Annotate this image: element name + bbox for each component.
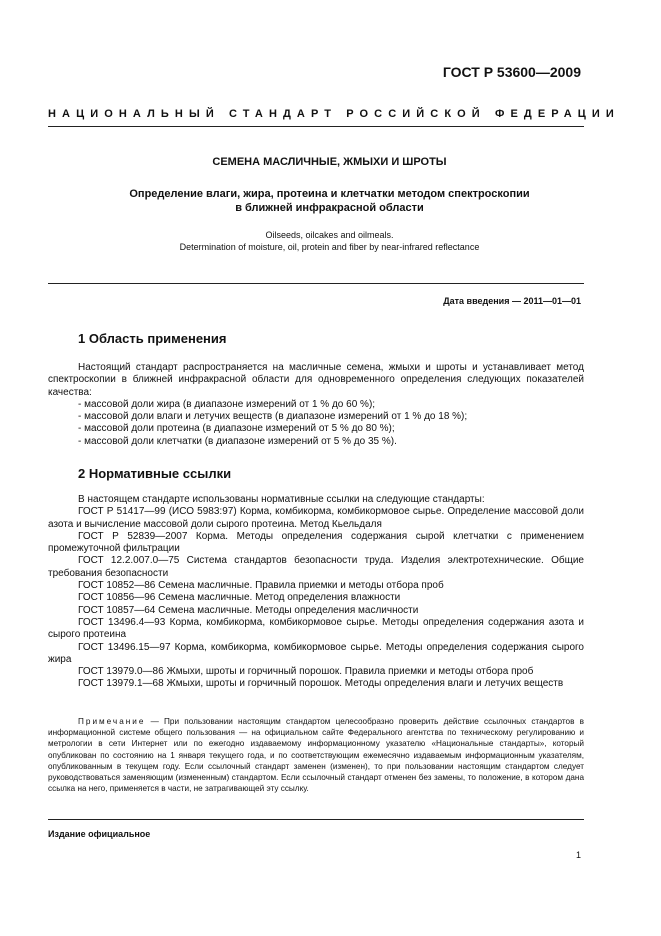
reference-item: ГОСТ 13979.0—86 Жмыхи, шроты и горчичный порошок. Правила приемки и методы отбора проб: [78, 666, 534, 678]
english-title-line: Determination of moisture, oil, protein and fiber by near-infrared reflectance: [179, 242, 480, 252]
section-2-body: [48, 494, 584, 691]
edition-label: Издание официальное: [48, 829, 151, 839]
list-item: - массовой доли влаги и летучих веществ (в диапазоне измерений от 1 % до 18 %);: [78, 411, 468, 423]
introduction-date: Дата введения — 2011—01—01: [443, 296, 581, 306]
document-subtitle: [48, 187, 611, 215]
section-1-heading: 1 Область применения: [78, 331, 227, 346]
note-text: — При пользовании настоящим стандартом целесообразно проверить действие ссылочных стандартов в информационной системе общего пользования — на официальном сайте Федерального агентства по техническому регулированию и метрологии в сети Интернет или по ежегодно издаваемому информационному указателю «Национальные стандарты», который опубликован по состоянию на 1 января текущего года, и по соответствующим ежемесячно издаваемым информационным указателям, опубликованным в текущем году. Если ссылочный стандарт заменен (изменен), то при пользовании настоящим стандартом следует руководствоваться заменяющим (измененным) стандартом. Если ссылочный стандарт отменен без замены, то положение, в котором дана ссылка на него, применяется в части, не затрагивающей эту ссылку.: [48, 717, 584, 794]
reference-item: ГОСТ Р 51417—99 (ИСО 5983:97) Корма, комбикорма, комбикормовое сырье. Определение массовой доли азота и вычисление массовой доли сырого протеина. Метод Кьельдаля: [48, 506, 584, 530]
section-1-body: [48, 362, 584, 448]
list-item: - массовой доли протеина (в диапазоне измерений от 5 % до 80 %);: [78, 423, 395, 435]
title-divider: [48, 283, 584, 284]
top-divider: [48, 126, 584, 127]
footer-divider: [48, 819, 584, 820]
document-title: СЕМЕНА МАСЛИЧНЫЕ, ЖМЫХИ И ШРОТЫ: [212, 156, 447, 168]
list-item: - массовой доли жира (в диапазоне измерений от 1 % до 60 %);: [78, 398, 376, 410]
national-standard-banner: НАЦИОНАЛЬНЫЙ СТАНДАРТ РОССИЙСКОЙ ФЕДЕРАЦИИ: [48, 108, 620, 120]
reference-item: ГОСТ 10852—86 Семена масличные. Правила приемки и методы отбора проб: [78, 580, 444, 592]
english-title: [48, 229, 611, 253]
section-1-paragraph: Настоящий стандарт распространяется на масличные семена, жмыхи и шроты и устанавливает метод спектроскопии в ближней инфракрасной области для одновременного определения следующих показателей качества:: [48, 362, 584, 398]
reference-item: ГОСТ 13979.1—68 Жмыхи, шроты и горчичный порошок. Методы определения влаги и летучих веществ: [78, 678, 564, 690]
reference-item: ГОСТ 10856—96 Семена масличные. Метод определения влажности: [78, 592, 401, 604]
list-item: - массовой доли клетчатки (в диапазоне измерений от 5 % до 35 %).: [78, 435, 397, 447]
note-block: [48, 716, 584, 794]
reference-item: ГОСТ 12.2.007.0—75 Система стандартов безопасности труда. Изделия электротехнические. Общие требования безопасности: [48, 555, 584, 579]
english-title-line: Oilseeds, oilcakes and oilmeals.: [265, 230, 394, 240]
subtitle-line: Определение влаги, жира, протеина и клетчатки методом спектроскопии: [129, 188, 530, 200]
section-2-intro: В настоящем стандарте использованы нормативные ссылки на следующие стандарты:: [78, 494, 485, 505]
section-2-heading: 2 Нормативные ссылки: [78, 466, 232, 481]
subtitle-line: в ближней инфракрасной области: [235, 202, 424, 214]
gost-number: ГОСТ Р 53600—2009: [442, 64, 581, 80]
reference-item: ГОСТ 13496.15—97 Корма, комбикорма, комбикормовое сырье. Методы определения содержания сырого жира: [48, 641, 584, 665]
reference-item: ГОСТ 13496.4—93 Корма, комбикорма, комбикормовое сырье. Методы определения содержания азота и сырого протеина: [48, 616, 584, 641]
page-number: 1: [575, 850, 581, 860]
reference-item: ГОСТ 10857—64 Семена масличные. Методы определения масличности: [78, 604, 419, 616]
reference-item: ГОСТ Р 52839—2007 Корма. Методы определения содержания сырой клетчатки с применением промежуточной фильтрации: [48, 530, 584, 555]
note-label: Примечание: [78, 717, 146, 726]
